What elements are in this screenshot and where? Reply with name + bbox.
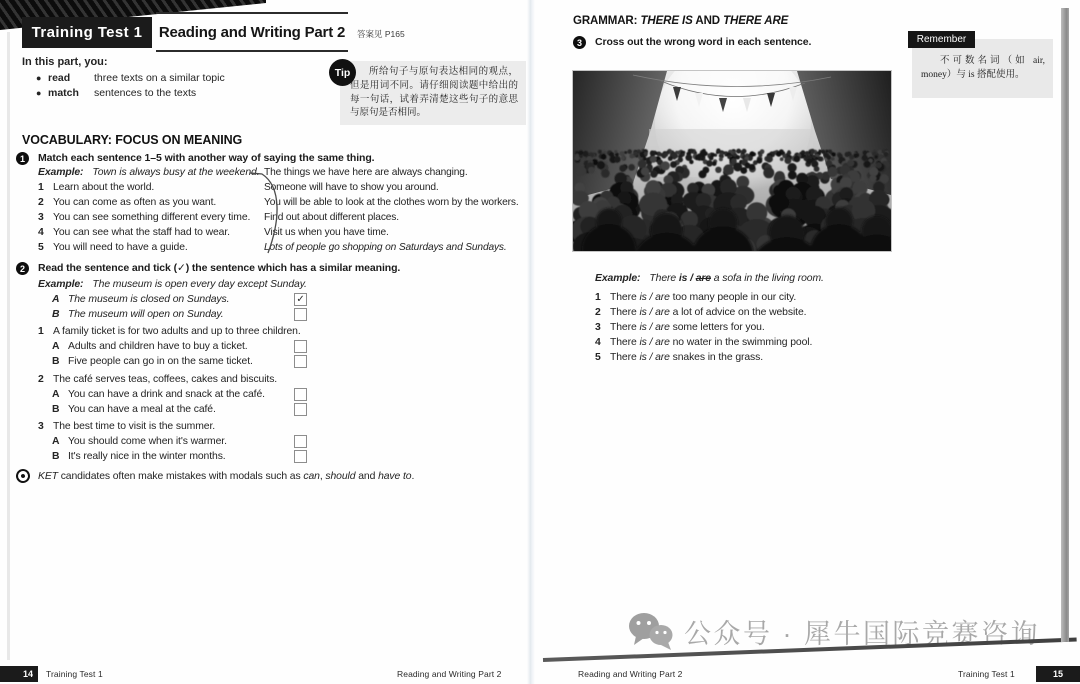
example-label: Example:	[38, 167, 84, 178]
vocab-section-title: VOCABULARY: FOCUS ON MEANING	[22, 133, 243, 147]
ket-note	[38, 471, 518, 482]
option-text: Adults and children have to buy a ticket.	[68, 341, 248, 353]
note-seg: .	[411, 471, 415, 482]
example-sentence	[649, 273, 823, 284]
item-number: 4	[38, 227, 44, 238]
option-row	[38, 339, 328, 354]
question-stem	[38, 419, 328, 434]
footer-part-title: Reading and Writing Part 2	[397, 669, 502, 679]
item-text: You can see something different every time.	[53, 212, 251, 223]
watermark-text: 公众号 · 犀牛国际竞赛咨询	[684, 618, 1040, 649]
match-option: The things we have here are always changing.	[264, 167, 468, 178]
option-letter: B	[52, 451, 60, 463]
example-sentence: The museum is open every day except Sunday.	[92, 279, 307, 290]
list-item	[38, 210, 264, 225]
grammar-item	[595, 290, 1015, 305]
item-number: 2	[38, 197, 44, 208]
item-number: 3	[38, 420, 44, 432]
option-row	[38, 387, 328, 402]
list-item	[38, 240, 264, 255]
question-stem	[38, 324, 328, 339]
item-seg: There	[610, 307, 640, 318]
example-seg: There	[649, 273, 679, 284]
option-row	[38, 434, 328, 449]
example-row	[595, 271, 1015, 286]
item-number: 1	[38, 182, 44, 193]
note-seg: should	[325, 471, 356, 482]
crowd-photo-art	[573, 71, 891, 251]
exercise-3-instruction: Cross out the wrong word in each sentence.	[595, 36, 812, 48]
eye-dot	[20, 473, 25, 478]
option-letter: B	[52, 356, 60, 368]
option-text: Five people can go in on the same ticket.	[68, 356, 253, 368]
page-edge-right	[1061, 8, 1069, 642]
question-stem	[38, 372, 328, 387]
list-item	[38, 180, 264, 195]
example-row	[38, 277, 328, 292]
match-option: Someone will have to show you around.	[264, 182, 439, 193]
title-seg: AND	[692, 15, 724, 27]
intro-bullet-match	[22, 86, 225, 101]
note-seg: have to	[378, 471, 412, 482]
bullet-text: three texts on a similar topic	[94, 72, 225, 84]
item-seg: some letters for you.	[669, 322, 765, 333]
item-number: 2	[38, 373, 44, 385]
item-text: You will need to have a guide.	[53, 242, 188, 253]
tip-box	[340, 61, 526, 125]
match-option: Find out about different places.	[264, 212, 399, 223]
exam-tip-eye-icon	[14, 467, 32, 485]
item-seg: a lot of advice on the website.	[669, 307, 807, 318]
example-answer-connector-line	[248, 167, 298, 259]
tick-checkbox[interactable]	[294, 388, 307, 401]
option-text: It's really nice in the winter months.	[68, 451, 226, 463]
match-option: You will be able to look at the clothes worn by the workers.	[264, 197, 519, 208]
title-seg: THERE ARE	[723, 15, 789, 27]
tick-checkbox[interactable]	[294, 340, 307, 353]
bullet-verb: read	[48, 72, 71, 84]
list-item	[38, 225, 264, 240]
footer-book-title: Training Test 1	[46, 669, 103, 679]
page-gutter	[527, 0, 535, 684]
note-seg: can	[303, 471, 320, 482]
item-seg: There	[610, 337, 640, 348]
is-are-choice[interactable]: is / are	[639, 337, 670, 348]
tick-checkbox[interactable]	[294, 435, 307, 448]
bullet-text: sentences to the texts	[94, 86, 197, 99]
item-seg: There	[610, 322, 640, 333]
exercise-1-number-icon: 1	[16, 152, 29, 165]
tick-checkbox[interactable]	[294, 403, 307, 416]
stem-text: A family ticket is for two adults and up to three children.	[53, 326, 301, 338]
crowd-street-photo	[573, 71, 891, 251]
part-intro	[22, 56, 225, 100]
wechat-icon	[628, 611, 674, 651]
is-are-choice[interactable]: is / are	[639, 307, 670, 318]
option-letter: B	[52, 403, 60, 415]
option-letter: A	[52, 435, 60, 447]
title-seg: THERE IS	[640, 15, 693, 27]
option-row	[38, 354, 328, 369]
page-number-left: 14	[0, 666, 38, 682]
option-row	[38, 449, 328, 464]
item-text: Learn about the world.	[53, 182, 155, 193]
tip-text: 所给句子与原句表达相同的观点，但是用词不同。请仔细阅读题中给出的每一句话，试着弄清楚这些句子的意思与原句是否相同。	[350, 67, 518, 119]
remember-text: 不可数名词（如 air, money）与 is 搭配使用。	[921, 56, 1045, 80]
exercise-2-number-icon: 2	[16, 262, 29, 275]
tick-checkbox[interactable]	[294, 355, 307, 368]
grammar-item	[595, 305, 1015, 320]
item-number: 3	[595, 322, 601, 333]
example-label: Example:	[38, 279, 84, 290]
match-option-example-answer: Lots of people go shopping on Saturdays and Sundays.	[264, 242, 507, 253]
exercise-2-instruction: Read the sentence and tick (✓) the sentence which has a similar meaning.	[38, 262, 401, 274]
example-sentence: Town is always busy at the weekend.	[92, 167, 260, 178]
item-number: 1	[595, 292, 601, 303]
item-seg: snakes in the grass.	[669, 352, 764, 363]
page-number-right: 15	[1036, 666, 1080, 682]
is-are-choice[interactable]: is / are	[639, 352, 670, 363]
footer-book-title: Training Test 1	[958, 669, 1015, 679]
option-letter: A	[52, 388, 60, 400]
option-text: The museum will open on Sunday.	[68, 309, 224, 321]
is-are-choice[interactable]: is / are	[639, 322, 670, 333]
answer-key-reference: 答案见 P165	[357, 29, 405, 39]
bullet-icon: ●	[36, 73, 42, 83]
item-text: You can see what the staff had to wear.	[53, 227, 230, 238]
item-text: You can come as often as you want.	[53, 197, 217, 208]
bullet-verb: match	[48, 86, 79, 99]
intro-title: In this part, you:	[22, 56, 108, 68]
stem-text: The café serves teas, coffees, cakes and biscuits.	[53, 373, 278, 385]
example-seg: /	[687, 273, 696, 284]
item-number: 1	[38, 326, 44, 338]
item-seg: too many people in our city.	[669, 292, 797, 303]
item-number: 5	[38, 242, 44, 253]
option-letter: A	[52, 294, 60, 306]
note-seg: candidates often make mistakes with modals such as	[57, 471, 304, 482]
option-text: You can have a meal at the café.	[68, 403, 216, 415]
exercise-1-left-column	[38, 165, 264, 255]
title-seg: GRAMMAR:	[573, 15, 641, 27]
exercise-1-right-column	[264, 165, 540, 255]
note-seg: and	[355, 471, 379, 482]
option-letter: A	[52, 341, 60, 353]
grammar-item	[595, 335, 1015, 350]
grammar-section-title	[573, 15, 788, 27]
option-row	[38, 292, 328, 307]
test-title-banner: Training Test 1	[22, 17, 152, 48]
example-word-is: is	[678, 273, 688, 284]
note-seg: KET	[38, 471, 58, 482]
example-row	[38, 165, 264, 180]
item-number: 3	[38, 212, 44, 223]
footer-part-title: Reading and Writing Part 2	[578, 669, 683, 679]
option-row	[38, 307, 328, 322]
option-text: You should come when it's warmer.	[68, 435, 227, 447]
example-label: Example:	[595, 273, 641, 284]
example-word-are-crossed: are	[695, 273, 711, 284]
list-item	[38, 195, 264, 210]
item-number: 4	[595, 337, 601, 348]
option-letter: B	[52, 309, 60, 321]
option-row	[38, 402, 328, 417]
option-text: The museum is closed on Sundays.	[68, 294, 230, 306]
is-are-choice[interactable]: is / are	[639, 292, 670, 303]
item-seg: There	[610, 352, 640, 363]
page-edge-left	[7, 32, 10, 660]
example-seg: a sofa in the living room.	[711, 273, 824, 284]
bullet-icon: ●	[36, 87, 42, 98]
exercise-3-items	[595, 290, 1015, 365]
item-seg: There	[610, 292, 640, 303]
stem-text: The best time to visit is the summer.	[53, 420, 216, 432]
exercise-3-body	[595, 271, 1015, 365]
tip-icon: Tip	[329, 59, 356, 86]
tick-checkbox[interactable]	[294, 450, 307, 463]
grammar-item	[595, 350, 1015, 365]
note-seg: ,	[319, 471, 326, 482]
item-seg: no water in the swimming pool.	[669, 337, 813, 348]
part-title: Reading and Writing Part 2	[156, 12, 348, 52]
grammar-item	[595, 320, 1015, 335]
tick-checkbox[interactable]: ✓	[294, 293, 307, 306]
intro-bullet-read	[22, 71, 225, 86]
tick-checkbox[interactable]	[294, 308, 307, 321]
option-text: You can have a drink and snack at the café.	[68, 388, 265, 400]
item-number: 2	[595, 307, 601, 318]
match-option: Visit us when you have time.	[264, 227, 389, 238]
exercise-1-instruction: Match each sentence 1–5 with another way of saying the same thing.	[38, 152, 375, 164]
exercise-3-number-icon: 3	[573, 36, 586, 49]
exercise-2-body	[38, 277, 328, 464]
remember-label: Remember	[908, 31, 975, 48]
item-number: 5	[595, 352, 601, 363]
